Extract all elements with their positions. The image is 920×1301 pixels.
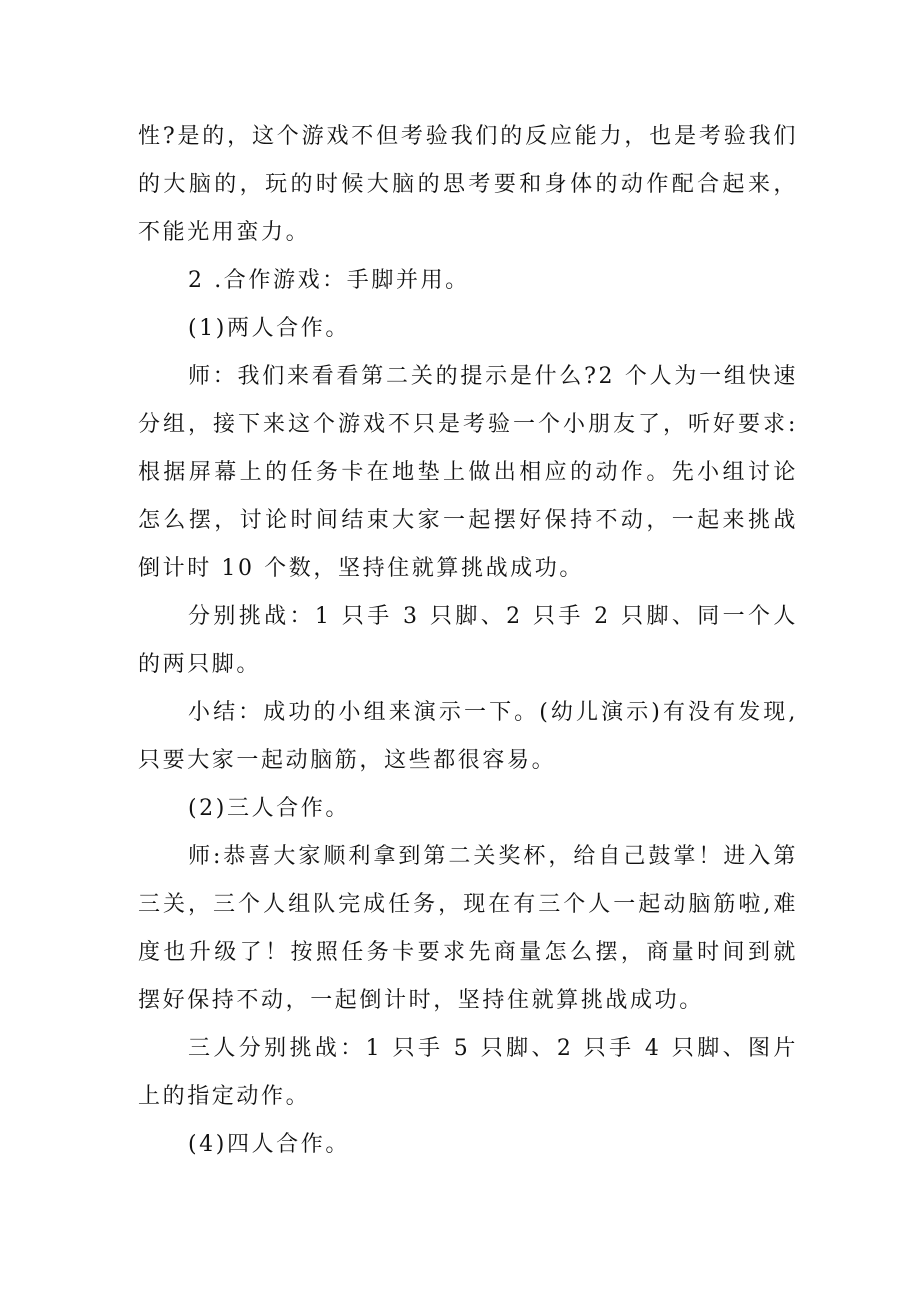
document-body bbox=[138, 113, 798, 1169]
paragraph-summary: 小结：成功的小组来演示一下。(幼儿演示)有没有发现,只要大家一起动脑筋，这些都很容易。 bbox=[138, 700, 798, 773]
paragraph-challenges-1: 分别挑战：1 只手 3 只脚、2 只手 2 只脚、同一个人的两只脚。 bbox=[138, 604, 798, 677]
paragraph-subheading-three-person: (2)三人合作。 bbox=[188, 796, 350, 821]
paragraph-challenges-2: 三人分别挑战：1 只手 5 只脚、2 只手 4 只脚、图片上的指定动作。 bbox=[138, 1036, 798, 1109]
paragraph-subheading-two-person: (1)两人合作。 bbox=[188, 316, 350, 341]
paragraph-teacher-instructions-2: 师:恭喜大家顺利拿到第二关奖杯，给自己鼓掌！进入第三关，三个人组队完成任务，现在有三个人一起动脑筋啦,难度也升级了！按照任务卡要求先商量怎么摆，商量时间到就摆好保持不动，一起倒计时，坚持住就算挑战成功。 bbox=[138, 844, 798, 1013]
paragraph-section-heading: 2 .合作游戏：手脚并用。 bbox=[188, 268, 470, 293]
paragraph-continuation: 性?是的，这个游戏不但考验我们的反应能力，也是考验我们的大脑的，玩的时候大脑的思考要和身体的动作配合起来，不能光用蛮力。 bbox=[138, 124, 798, 245]
paragraph-subheading-four-person: (4)四人合作。 bbox=[188, 1132, 350, 1157]
paragraph-teacher-instructions-1: 师：我们来看看第二关的提示是什么?2 个人为一组快速分组，接下来这个游戏不只是考验一个小朋友了，听好要求:根据屏幕上的任务卡在地垫上做出相应的动作。先小组讨论怎么摆，讨论时间结束大家一起摆好保持不动，一起来挑战倒计时 10 个数，坚持住就算挑战成功。 bbox=[138, 364, 798, 581]
